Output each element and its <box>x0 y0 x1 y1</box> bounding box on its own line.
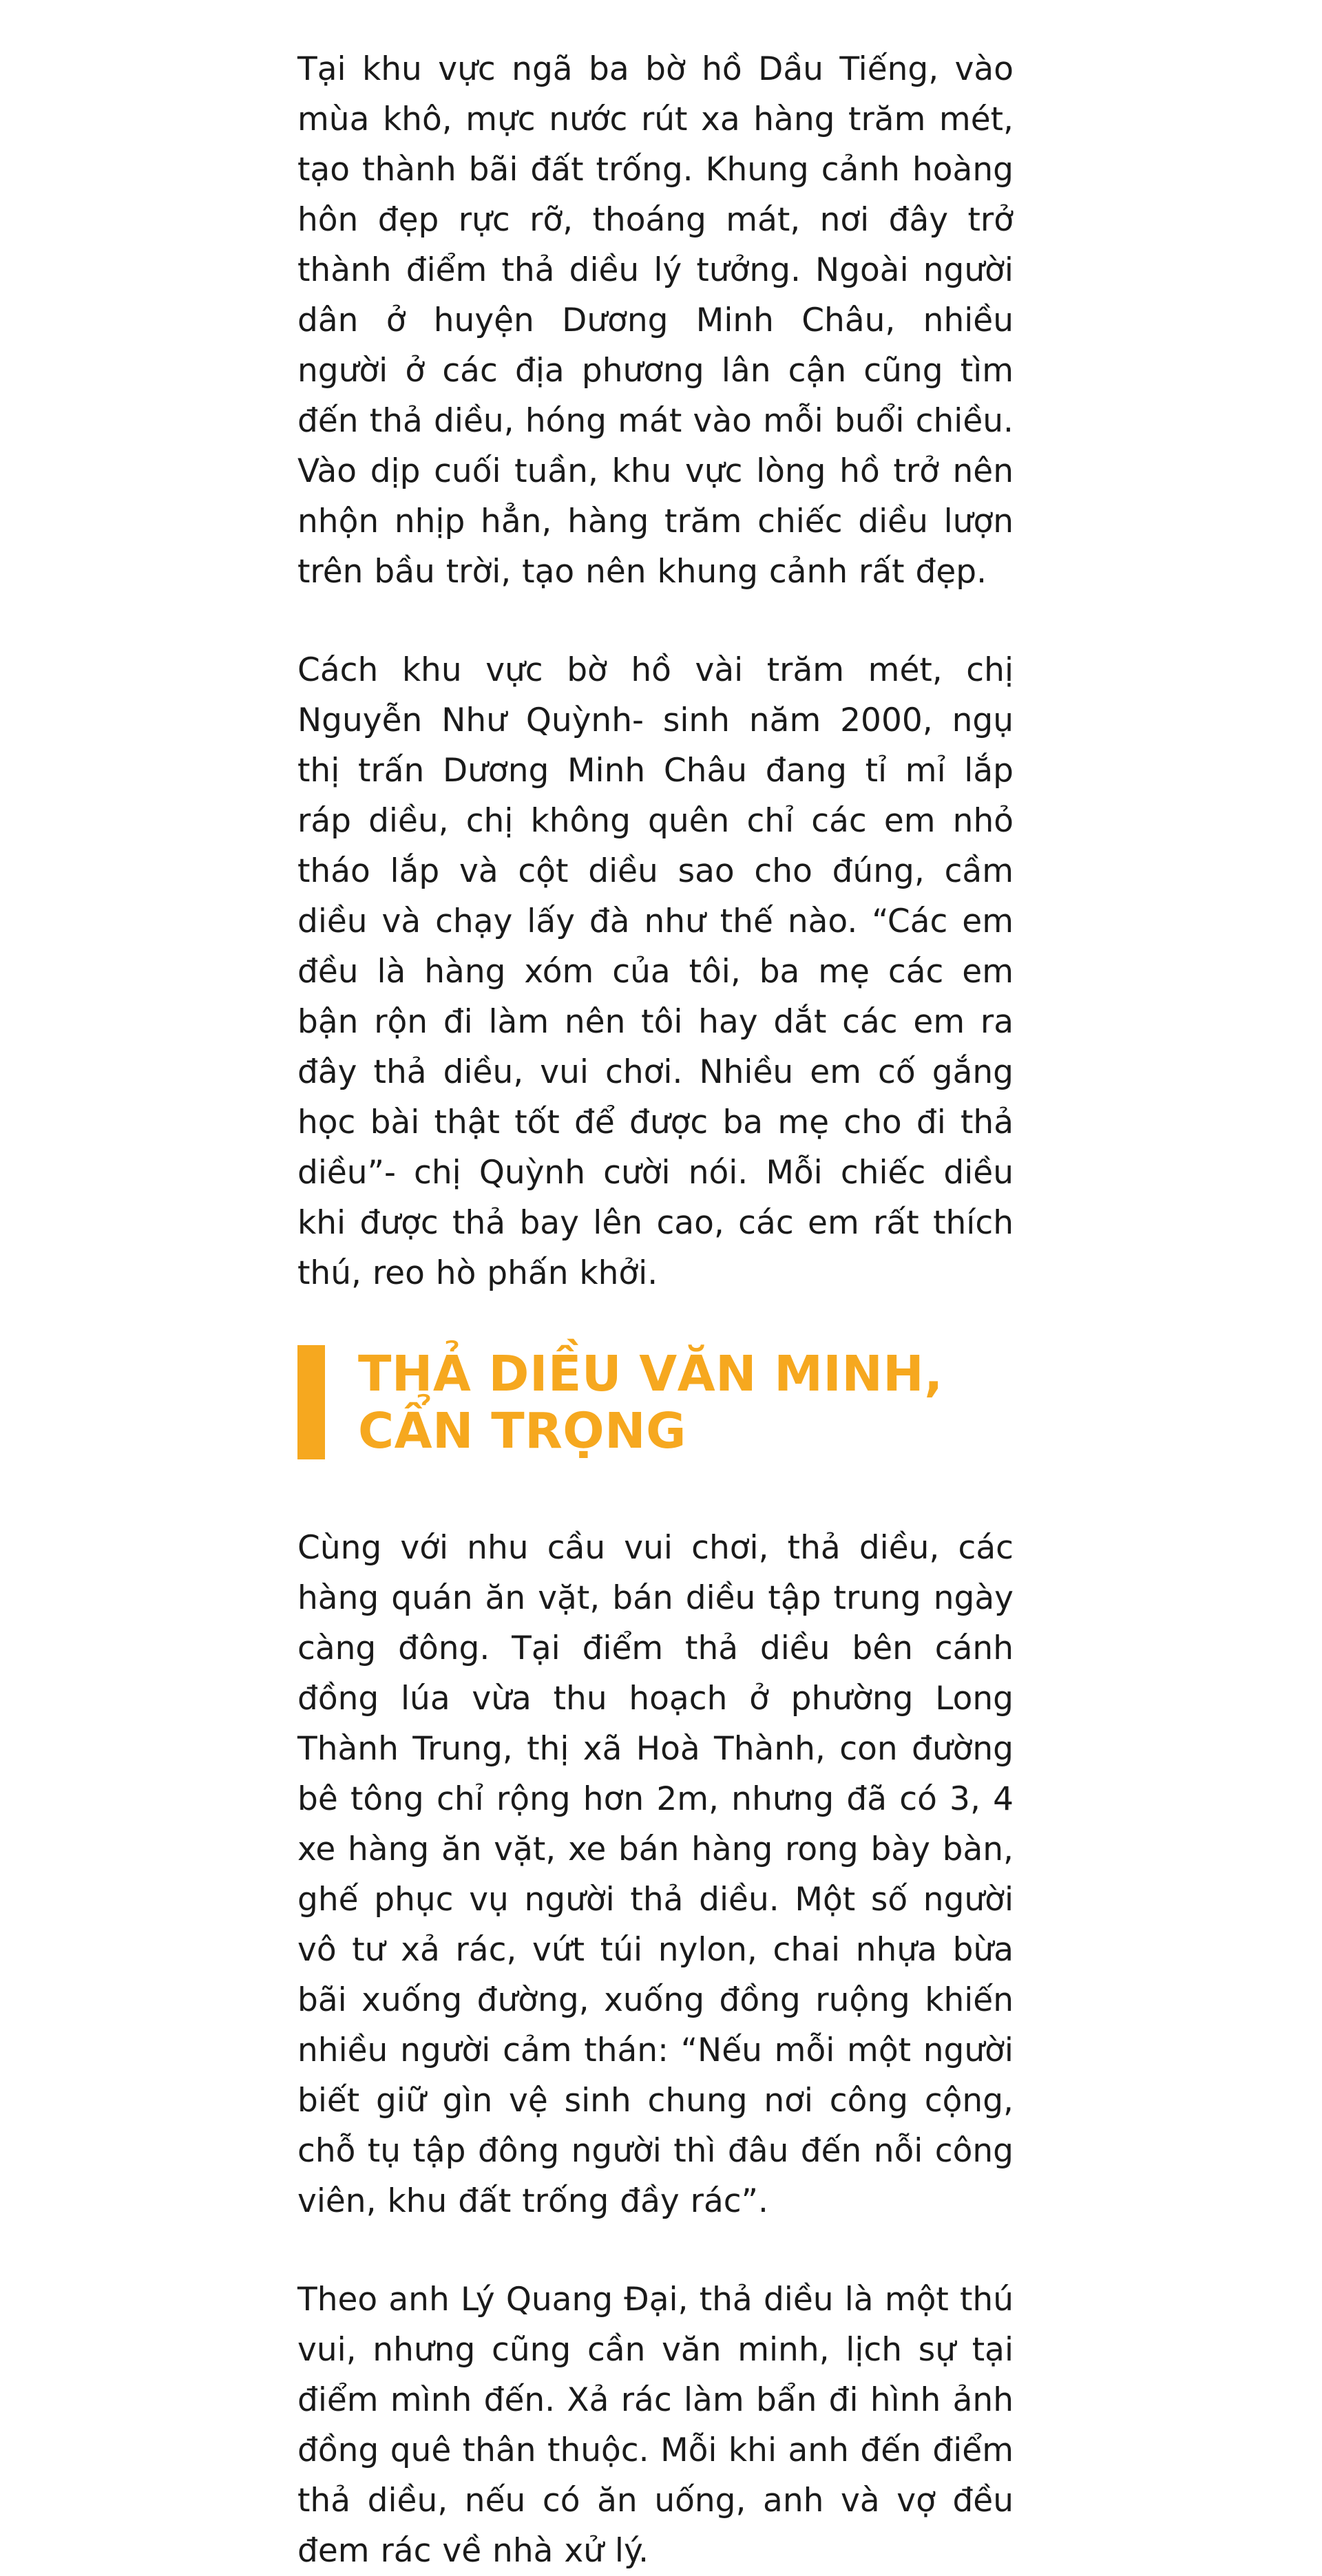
heading-accent-bar <box>297 1345 325 1459</box>
article-paragraph: Tại khu vực ngã ba bờ hồ Dầu Tiếng, vào mùa khô, mực nước rút xa hàng trăm mét, tạo thành bãi đất trống. Khung cảnh hoàng hôn đẹp rực rỡ, thoáng mát, nơi đây trở thành điểm thả diều lý tưởng. Ngoài người dân ở huyện Dương Minh Châu, nhiều người ở các địa phương lân cận cũng tìm đến thả diều, hóng mát vào mỗi buổi chiều. Vào dịp cuối tuần, khu vực lòng hồ trở nên nhộn nhịp hẳn, hàng trăm chiếc diều lượn trên bầu trời, tạo nên khung cảnh rất đẹp. <box>297 50 1014 591</box>
article-paragraph: Cùng với nhu cầu vui chơi, thả diều, các hàng quán ăn vặt, bán diều tập trung ngày càng đông. Tại điểm thả diều bên cánh đồng lúa vừa thu hoạch ở phường Long Thành Trung, thị xã Hoà Thành, con đường bê tông chỉ rộng hơn 2m, nhưng đã có 3, 4 xe hàng ăn vặt, xe bán hàng rong bày bàn, ghế phục vụ người thả diều. Một số người vô tư xả rác, vứt túi nylon, chai nhựa bừa bãi xuống đường, xuống đồng ruộng khiến nhiều người cảm thán: “Nếu mỗi một người biết giữ gìn vệ sinh chung nơi công cộng, chỗ tụ tập đông người thì đâu đến nỗi công viên, khu đất trống đầy rác”. <box>297 1529 1014 2220</box>
section-heading-line: THẢ DIỀU VĂN MINH, <box>358 1345 943 1402</box>
section-heading-line: CẨN TRỌNG <box>358 1402 686 1459</box>
article-paragraph: Theo anh Lý Quang Đại, thả diều là một thú vui, nhưng cũng cần văn minh, lịch sự tại điểm mình đến. Xả rác làm bẩn đi hình ảnh đồng quê thân thuộc. Mỗi khi anh đến điểm thả diều, nếu có ăn uống, anh và vợ đều đem rác về nhà xử lý. <box>297 2281 1014 2570</box>
section-heading-title <box>358 1345 943 1459</box>
article-body <box>297 44 1014 2576</box>
article-paragraph: Cách khu vực bờ hồ vài trăm mét, chị Nguyễn Như Quỳnh- sinh năm 2000, ngụ thị trấn Dương Minh Châu đang tỉ mỉ lắp ráp diều, chị không quên chỉ các em nhỏ tháo lắp và cột diều sao cho đúng, cầm diều và chạy lấy đà như thế nào. “Các em đều là hàng xóm của tôi, ba mẹ các em bận rộn đi làm nên tôi hay dắt các em ra đây thả diều, vui chơi. Nhiều em cố gắng học bài thật tốt để được ba mẹ cho đi thả diều”- chị Quỳnh cười nói. Mỗi chiếc diều khi được thả bay lên cao, các em rất thích thú, reo hò phấn khởi. <box>297 651 1014 1292</box>
section-heading <box>297 1345 1014 1459</box>
